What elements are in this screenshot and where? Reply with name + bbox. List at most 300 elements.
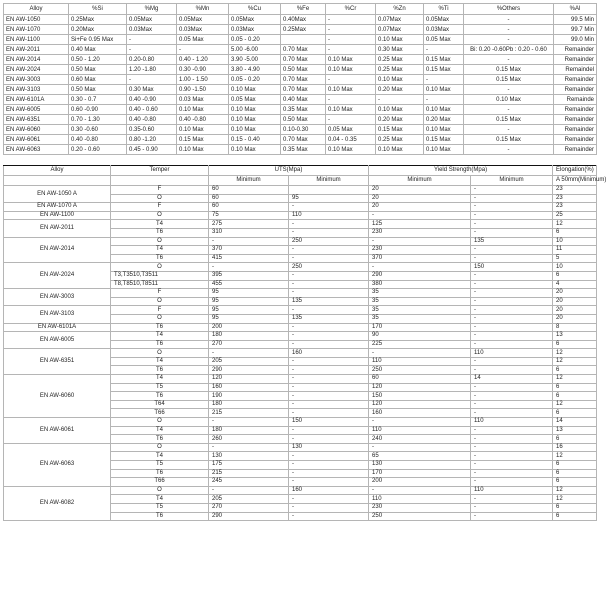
composition-cell: Remainder xyxy=(554,145,597,155)
composition-cell: 0.70 - 1.30 xyxy=(69,115,127,125)
uts-min2-header: Minimum xyxy=(289,176,369,186)
composition-cell: 0.40 -0.80 xyxy=(127,115,177,125)
composition-cell: 0.25Max xyxy=(69,15,127,25)
yield-min-cell: 290 xyxy=(369,271,471,280)
temper-cell: T8,T8510,T8511 xyxy=(111,280,209,289)
alloy-name-cell: EN AW-1070 A xyxy=(4,203,111,212)
yield-min-cell: 60 xyxy=(369,375,471,384)
composition-cell: - xyxy=(464,145,554,155)
composition-header-cell: %Si xyxy=(69,4,127,15)
yield-min-cell: 35 xyxy=(369,314,471,323)
mech-row xyxy=(4,486,597,495)
composition-cell: 0.10 Max xyxy=(424,105,464,115)
composition-cell: Remaindel xyxy=(554,65,597,75)
composition-cell: - xyxy=(127,45,177,55)
composition-cell: - xyxy=(464,25,554,35)
alloy-name-cell: EN AW-6101A xyxy=(4,95,69,105)
uts-min2-cell: - xyxy=(289,495,369,504)
mech-row xyxy=(4,289,597,298)
uts-min2-cell: - xyxy=(289,383,369,392)
temper-cell: O xyxy=(111,237,209,246)
temper-cell: T6 xyxy=(111,254,209,263)
temper-cell: T64 xyxy=(111,400,209,409)
uts-min2-cell: 130 xyxy=(289,443,369,452)
alloy-name-cell: EN AW-6060 xyxy=(4,375,111,418)
temper-cell: T4 xyxy=(111,452,209,461)
uts-min-header: Minimum xyxy=(209,176,289,186)
composition-cell: - xyxy=(464,55,554,65)
composition-header-cell: %Ti xyxy=(424,4,464,15)
yield-min2-cell: - xyxy=(471,254,553,263)
temper-cell: O xyxy=(111,349,209,358)
alloy-name-cell: EN AW-1070 xyxy=(4,25,69,35)
mech-row xyxy=(4,418,597,427)
composition-cell: 0.40 Max xyxy=(69,45,127,55)
yield-min2-cell: - xyxy=(471,469,553,478)
composition-cell: - xyxy=(326,15,376,25)
composition-cell: 0.05 Max xyxy=(424,35,464,45)
composition-cell: Bi: 0.20 -0.60Pb : 0.20 - 0.60 xyxy=(464,45,554,55)
composition-cell: 0.10 Max xyxy=(326,105,376,115)
alloy-name-cell: EN AW-6082 xyxy=(4,486,111,520)
composition-cell: 0.15 Max xyxy=(424,55,464,65)
yield-min2-cell: - xyxy=(471,297,553,306)
temper-cell: T6 xyxy=(111,323,209,332)
uts-min2-cell: - xyxy=(289,289,369,298)
composition-cell: 0.10 Max xyxy=(229,145,281,155)
composition-cell: 0.10 Max xyxy=(464,95,554,105)
uts-min-cell: 310 xyxy=(209,228,289,237)
composition-cell: 0.05Max xyxy=(229,15,281,25)
temper-cell: T4 xyxy=(111,332,209,341)
elongation-cell: 20 xyxy=(553,289,597,298)
temper-cell: O xyxy=(111,194,209,203)
yield-min2-cell: - xyxy=(471,512,553,521)
composition-cell: 99.7 Min xyxy=(554,25,597,35)
yield-min-cell: 160 xyxy=(369,409,471,418)
yield-min-cell: - xyxy=(369,486,471,495)
alloy-name-cell: EN AW-6060 xyxy=(4,125,69,135)
composition-cell: - xyxy=(424,95,464,105)
temper-cell: T4 xyxy=(111,495,209,504)
composition-cell xyxy=(281,35,326,45)
uts-min-cell: 175 xyxy=(209,461,289,470)
uts-min2-cell: - xyxy=(289,220,369,229)
mechanical-properties-table xyxy=(3,165,606,521)
composition-cell: - xyxy=(127,35,177,45)
yield-min2-cell: - xyxy=(471,211,553,220)
elongation-cell: 12 xyxy=(553,495,597,504)
composition-row xyxy=(4,95,597,105)
yield-min-cell: 120 xyxy=(369,400,471,409)
uts-min-cell: 180 xyxy=(209,400,289,409)
composition-cell: - xyxy=(326,115,376,125)
elongation-cell: 6 xyxy=(553,435,597,444)
temper-cell: T3,T3510,T3511 xyxy=(111,271,209,280)
elongation-cell: 13 xyxy=(553,332,597,341)
temper-cell: T4 xyxy=(111,375,209,384)
elongation-header: Elongation(%) xyxy=(553,166,597,176)
uts-min2-cell: - xyxy=(289,503,369,512)
uts-min2-cell: 110 xyxy=(289,211,369,220)
uts-min-cell: - xyxy=(209,486,289,495)
uts-min2-cell: - xyxy=(289,478,369,487)
composition-row xyxy=(4,125,597,135)
temper-cell: T5 xyxy=(111,503,209,512)
mech-row xyxy=(4,237,597,246)
alloy-name-cell: EN AW-6063 xyxy=(4,145,69,155)
uts-min-cell: 415 xyxy=(209,254,289,263)
composition-cell: - xyxy=(464,125,554,135)
composition-cell: 99.5 Min xyxy=(554,15,597,25)
elongation-cell: 20 xyxy=(553,306,597,315)
mech-subheader-row xyxy=(4,176,597,186)
alloy-name-cell: EN AW-6061 xyxy=(4,135,69,145)
composition-row xyxy=(4,75,597,85)
uts-min-cell: 270 xyxy=(209,340,289,349)
alloy-subheader xyxy=(4,176,111,186)
yield-min2-cell: - xyxy=(471,392,553,401)
uts-min-cell: 190 xyxy=(209,392,289,401)
yield-min2-cell: - xyxy=(471,306,553,315)
uts-min2-cell: 135 xyxy=(289,314,369,323)
yield-min-cell: 130 xyxy=(369,461,471,470)
composition-cell: 0.10 Max xyxy=(326,55,376,65)
yield-min-cell: 200 xyxy=(369,478,471,487)
alloy-header: Alloy xyxy=(4,166,111,176)
composition-header-cell: Alloy xyxy=(4,4,69,15)
uts-min2-cell: - xyxy=(289,246,369,255)
uts-min2-cell: - xyxy=(289,469,369,478)
composition-cell: 0.40 -0.80 xyxy=(69,135,127,145)
uts-min2-cell: - xyxy=(289,254,369,263)
yield-min-cell: 20 xyxy=(369,194,471,203)
yield-min-cell: 170 xyxy=(369,469,471,478)
composition-cell: - xyxy=(326,25,376,35)
composition-cell: 0.15 Max xyxy=(376,125,424,135)
uts-min2-cell: - xyxy=(289,280,369,289)
uts-min-cell: 275 xyxy=(209,220,289,229)
temper-cell: T6 xyxy=(111,512,209,521)
mech-row xyxy=(4,186,597,195)
uts-min2-cell: 250 xyxy=(289,263,369,272)
temper-cell: T4 xyxy=(111,426,209,435)
composition-cell: 0.20 Max xyxy=(376,115,424,125)
yield-min2-cell: - xyxy=(471,409,553,418)
yield-min-cell: 250 xyxy=(369,512,471,521)
composition-cell: 0.10 Max xyxy=(326,145,376,155)
elongation-cell: 4 xyxy=(553,280,597,289)
temper-cell: F xyxy=(111,203,209,212)
composition-cell: 0.10 Max xyxy=(229,115,281,125)
elongation-cell: 6 xyxy=(553,340,597,349)
mech-row xyxy=(4,375,597,384)
yield-min2-cell: 150 xyxy=(471,263,553,272)
alloy-name-cell: EN AW-2024 xyxy=(4,263,111,289)
composition-cell: 0.10 Max xyxy=(229,125,281,135)
yield-min-cell: - xyxy=(369,418,471,427)
uts-min-cell: 60 xyxy=(209,203,289,212)
elongation-cell: 16 xyxy=(553,443,597,452)
yield-min2-cell: - xyxy=(471,452,553,461)
yield-min2-cell: - xyxy=(471,228,553,237)
composition-cell: 0.07Max xyxy=(376,25,424,35)
uts-min-cell: 290 xyxy=(209,512,289,521)
composition-cell: 3.80 - 4.90 xyxy=(229,65,281,75)
composition-cell: 0.15 - 0.40 xyxy=(229,135,281,145)
temper-cell: T6 xyxy=(111,340,209,349)
composition-header-cell: %Zn xyxy=(376,4,424,15)
composition-cell: Remainder xyxy=(554,55,597,65)
elongation-cell: 12 xyxy=(553,452,597,461)
uts-min-cell: 95 xyxy=(209,289,289,298)
temper-cell: T5 xyxy=(111,383,209,392)
uts-min2-cell: - xyxy=(289,392,369,401)
composition-cell: 0.40 -0.80 xyxy=(177,115,229,125)
composition-cell: 0.15 Max xyxy=(464,135,554,145)
yield-min2-cell: - xyxy=(471,478,553,487)
composition-cell: 0.40 Max xyxy=(281,95,326,105)
yield-min2-cell: 110 xyxy=(471,418,553,427)
composition-cell: 0.05 - 0.20 xyxy=(229,75,281,85)
uts-min2-cell: 160 xyxy=(289,349,369,358)
composition-cell: 0.40 - 1.20 xyxy=(177,55,229,65)
yield-min2-cell: - xyxy=(471,426,553,435)
composition-cell: Remainder xyxy=(554,105,597,115)
temper-cell: O xyxy=(111,486,209,495)
yield-min-cell: - xyxy=(369,211,471,220)
yield-min2-cell: - xyxy=(471,461,553,470)
uts-min2-cell xyxy=(289,186,369,195)
alloy-name-cell: EN AW-3103 xyxy=(4,85,69,95)
composition-cell: 0.45 - 0.90 xyxy=(127,145,177,155)
alloy-name-cell: EN AW-2011 xyxy=(4,45,69,55)
yield-min-cell: 120 xyxy=(369,383,471,392)
yield-min2-cell: - xyxy=(471,186,553,195)
uts-min2-cell: - xyxy=(289,366,369,375)
composition-cell: 99.0 Min xyxy=(554,35,597,45)
elongation-cell: 6 xyxy=(553,392,597,401)
elongation-cell: 12 xyxy=(553,220,597,229)
mech-header-row xyxy=(4,166,597,176)
composition-cell: - xyxy=(326,35,376,45)
composition-cell: 0.25 Max xyxy=(376,55,424,65)
uts-min2-cell: - xyxy=(289,271,369,280)
yield-min2-cell: - xyxy=(471,314,553,323)
composition-cell: - xyxy=(424,75,464,85)
composition-cell: 0.10 Max xyxy=(376,145,424,155)
uts-min-cell: 60 xyxy=(209,186,289,195)
composition-cell: - xyxy=(177,45,229,55)
composition-cell: 0.50 Max xyxy=(281,65,326,75)
yield-min2-cell: - xyxy=(471,332,553,341)
yield-min-cell: 230 xyxy=(369,228,471,237)
elongation-subheader: A 50mm(Minimum) xyxy=(553,176,597,186)
composition-cell: 1.20 -1.80 xyxy=(127,65,177,75)
composition-cell: Remainder xyxy=(554,85,597,95)
composition-header-cell: %Fe xyxy=(281,4,326,15)
uts-min-cell: 455 xyxy=(209,280,289,289)
temper-header: Temper xyxy=(111,166,209,176)
composition-cell: 0.10 Max xyxy=(376,35,424,45)
yield-min-cell: 35 xyxy=(369,289,471,298)
mech-row xyxy=(4,443,597,452)
uts-min2-cell: - xyxy=(289,306,369,315)
yield-min2-cell: - xyxy=(471,271,553,280)
yield-min2-header: Minimum xyxy=(471,176,553,186)
temper-cell: F xyxy=(111,289,209,298)
temper-cell: T4 xyxy=(111,246,209,255)
elongation-cell: 23 xyxy=(553,194,597,203)
yield-min2-cell: - xyxy=(471,340,553,349)
composition-cell: Remainder xyxy=(554,135,597,145)
yield-min2-cell: - xyxy=(471,246,553,255)
yield-min2-cell: - xyxy=(471,366,553,375)
uts-min-cell: - xyxy=(209,263,289,272)
uts-min-cell: 205 xyxy=(209,357,289,366)
yield-min2-cell: 14 xyxy=(471,375,553,384)
elongation-cell: 5 xyxy=(553,254,597,263)
yield-min-cell: 230 xyxy=(369,246,471,255)
composition-cell: 0.15 Max xyxy=(424,135,464,145)
yield-min2-cell: - xyxy=(471,400,553,409)
composition-cell: 0.10 Max xyxy=(424,145,464,155)
alloy-name-cell: EN AW-6351 xyxy=(4,115,69,125)
uts-min-cell: 95 xyxy=(209,314,289,323)
temper-cell: T6 xyxy=(111,228,209,237)
composition-cell: 0.15 Max xyxy=(464,65,554,75)
composition-cell: - xyxy=(464,105,554,115)
elongation-cell: 23 xyxy=(553,186,597,195)
yield-min-cell: - xyxy=(369,443,471,452)
yield-header: Yield Strength(Mpa) xyxy=(369,166,553,176)
elongation-cell: 12 xyxy=(553,357,597,366)
composition-row xyxy=(4,85,597,95)
yield-min2-cell: - xyxy=(471,435,553,444)
composition-row xyxy=(4,145,597,155)
composition-cell: Remainder xyxy=(554,75,597,85)
yield-min2-cell: - xyxy=(471,383,553,392)
composition-cell: 0.35 Max xyxy=(281,145,326,155)
uts-min2-cell: - xyxy=(289,409,369,418)
uts-min2-cell: - xyxy=(289,375,369,384)
alloy-name-cell: EN AW-6061 xyxy=(4,418,111,444)
yield-min2-cell: - xyxy=(471,503,553,512)
composition-cell: 0.80 -1.20 xyxy=(127,135,177,145)
yield-min-cell: 90 xyxy=(369,332,471,341)
composition-cell: 0.50 Max xyxy=(281,115,326,125)
composition-row xyxy=(4,35,597,45)
composition-table xyxy=(3,3,597,155)
composition-cell: 0.10 Max xyxy=(376,105,424,115)
composition-cell: 0.25Max xyxy=(281,25,326,35)
composition-cell: 0.05 Max xyxy=(229,95,281,105)
uts-min2-cell: - xyxy=(289,340,369,349)
alloy-name-cell: EN AW-2014 xyxy=(4,237,111,263)
yield-min2-cell: - xyxy=(471,357,553,366)
composition-cell: - xyxy=(464,35,554,45)
composition-cell: Remainde xyxy=(554,95,597,105)
temper-cell: O xyxy=(111,314,209,323)
composition-cell: 0.03Max xyxy=(424,25,464,35)
composition-row xyxy=(4,15,597,25)
composition-cell: 0.10 Max xyxy=(424,125,464,135)
temper-cell: T66 xyxy=(111,478,209,487)
yield-min-cell: 370 xyxy=(369,254,471,263)
uts-min-cell: - xyxy=(209,237,289,246)
mech-row xyxy=(4,211,597,220)
composition-cell: 0.20Max xyxy=(69,25,127,35)
elongation-cell: 6 xyxy=(553,512,597,521)
composition-cell: 0.40 - 0.60 xyxy=(127,105,177,115)
composition-cell: 0.35 Max xyxy=(281,105,326,115)
uts-min-cell: - xyxy=(209,349,289,358)
yield-min-cell: 150 xyxy=(369,392,471,401)
yield-min-cell: 170 xyxy=(369,323,471,332)
temper-subheader xyxy=(111,176,209,186)
composition-cell: Remainder xyxy=(554,115,597,125)
composition-cell: 0.25 Max xyxy=(376,135,424,145)
composition-row xyxy=(4,105,597,115)
composition-cell: 0.15 Max xyxy=(424,65,464,75)
composition-cell: 1.00 - 1.50 xyxy=(177,75,229,85)
composition-cell: 0.05 Max xyxy=(326,125,376,135)
composition-cell: 0.05 Max xyxy=(177,35,229,45)
composition-cell: 0.20 - 0.60 xyxy=(69,145,127,155)
alloy-name-cell: EN AW-3103 xyxy=(4,306,111,323)
composition-cell: - xyxy=(464,15,554,25)
composition-cell: - xyxy=(326,45,376,55)
composition-cell: - xyxy=(376,95,424,105)
composition-row xyxy=(4,115,597,125)
composition-row xyxy=(4,65,597,75)
yield-min2-cell: - xyxy=(471,280,553,289)
yield-min-cell: 250 xyxy=(369,366,471,375)
uts-min2-cell: 150 xyxy=(289,418,369,427)
alloy-name-cell: EN AW-2011 xyxy=(4,220,111,237)
composition-cell: 0.30 Max xyxy=(376,45,424,55)
yield-min-cell: 110 xyxy=(369,495,471,504)
uts-min-cell: 290 xyxy=(209,366,289,375)
alloy-name-cell: EN AW-6005 xyxy=(4,332,111,349)
temper-cell: T66 xyxy=(111,409,209,418)
uts-min-cell: - xyxy=(209,418,289,427)
composition-cell: 0.90 -1.50 xyxy=(177,85,229,95)
composition-cell: 0.10 Max xyxy=(376,75,424,85)
elongation-cell: 6 xyxy=(553,478,597,487)
alloy-name-cell: EN AW-6351 xyxy=(4,349,111,375)
yield-min-cell: 240 xyxy=(369,435,471,444)
composition-cell: 0.03Max xyxy=(177,25,229,35)
uts-min-cell: 95 xyxy=(209,297,289,306)
elongation-cell: 12 xyxy=(553,400,597,409)
uts-min-cell: 245 xyxy=(209,478,289,487)
elongation-cell: 11 xyxy=(553,246,597,255)
composition-cell: 0.60 -0.90 xyxy=(69,105,127,115)
alloy-name-cell: EN AW-1100 xyxy=(4,211,111,220)
mech-row xyxy=(4,263,597,272)
alloy-name-cell: EN AW-2014 xyxy=(4,55,69,65)
elongation-cell: 12 xyxy=(553,349,597,358)
composition-cell: 0.30 Max xyxy=(127,85,177,95)
composition-cell: - xyxy=(464,85,554,95)
composition-header-cell: %Cr xyxy=(326,4,376,15)
composition-cell: 5.00 -6.00 xyxy=(229,45,281,55)
composition-cell: 0.07Max xyxy=(376,15,424,25)
composition-cell: 0.10 Max xyxy=(177,145,229,155)
uts-min-cell: 215 xyxy=(209,409,289,418)
composition-row xyxy=(4,55,597,65)
